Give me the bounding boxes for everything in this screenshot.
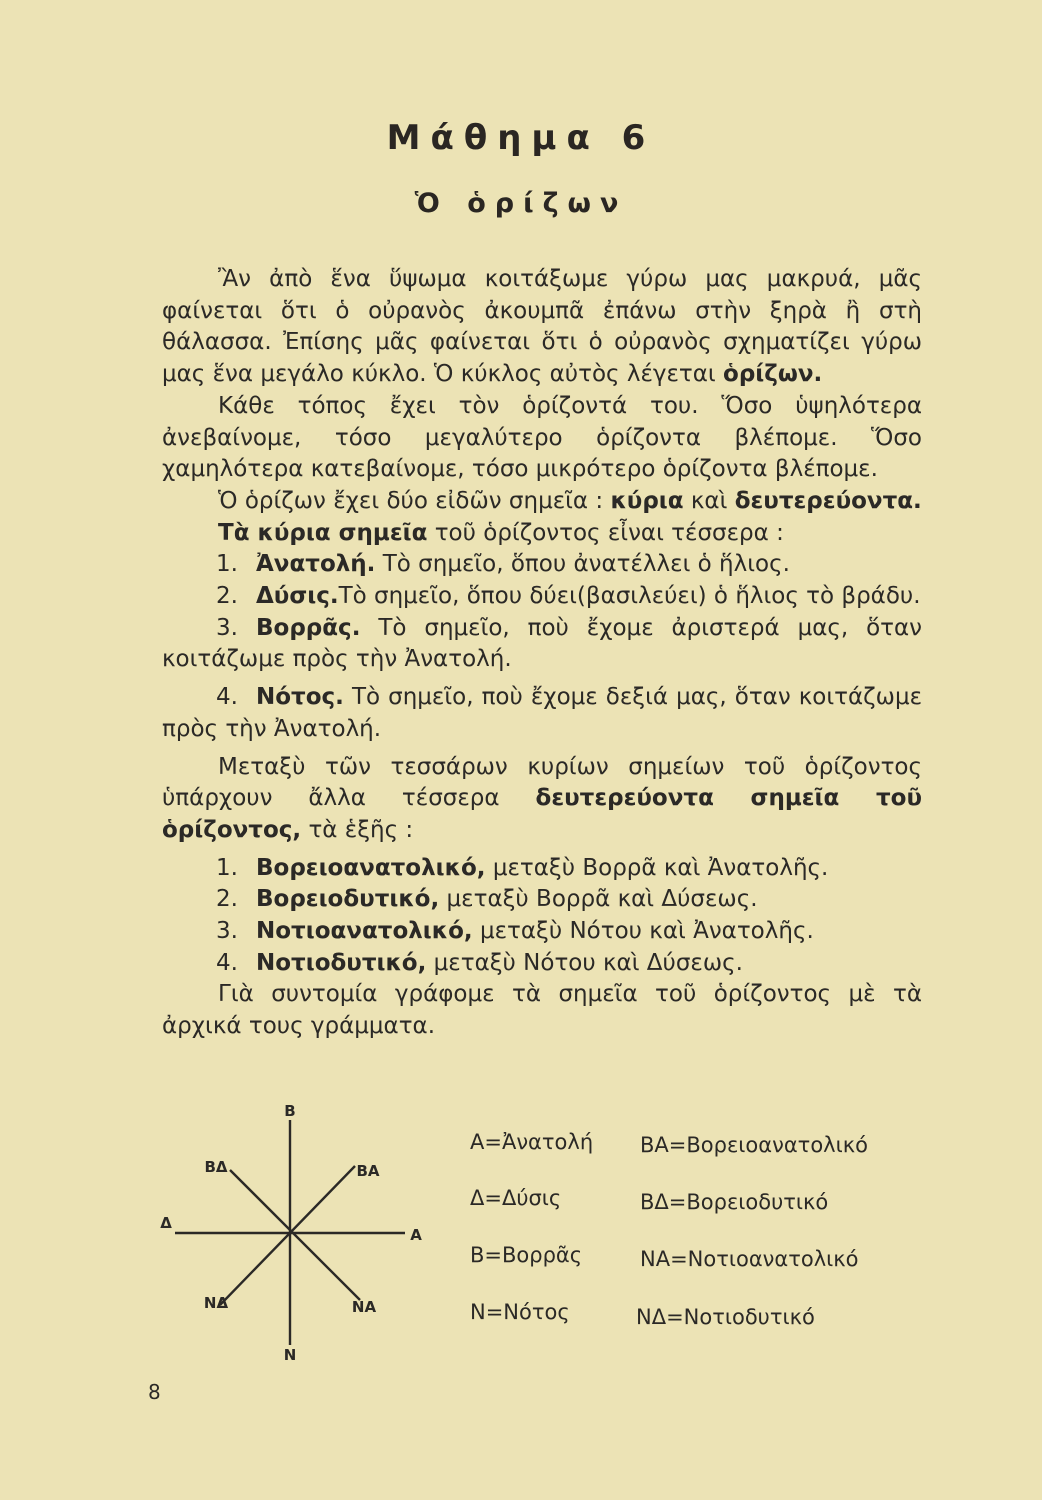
paragraph-horizon-size: Κάθε τόπος ἔχει τὸν ὁρίζοντά του. Ὅσο ὑψηλότερα ἀνεβαίνομε, τόσο μεγαλύτερο ὁρίζοντα βλέπομε. Ὅσο χαμηλότερα κατεβαίνομε, τόσο μικρότερο ὁρίζοντα βλέπομε. — [162, 392, 922, 483]
paragraph-intro — [162, 264, 922, 391]
list-item: 3. Νοτιοανατολικό, μεταξὺ Νότου καὶ Ἀνατολῆς. — [216, 918, 814, 945]
paragraph-main-points: Τὰ κύρια σημεῖα τοῦ ὁρίζοντος εἶναι τέσσερα : — [218, 519, 784, 546]
legend-south: Ν=Νότος — [470, 1300, 570, 1324]
compass-label-west: Δ — [160, 1214, 172, 1232]
compass-label-northeast: ΒΑ — [356, 1162, 380, 1180]
body-text — [162, 264, 922, 1043]
list-item: 1. Βορειοανατολικό, μεταξὺ Βορρᾶ καὶ Ἀνατολῆς. — [216, 854, 829, 881]
compass-label-northwest: ΒΔ — [204, 1158, 228, 1176]
compass-label-south: Ν — [283, 1346, 297, 1364]
page-number: 8 — [148, 1380, 161, 1404]
paragraph-secondary-points: Μεταξὺ τῶν τεσσάρων κυρίων σημείων τοῦ ὁρίζοντος ὑπάρχουν ἄλλα τέσσερα δευτερεύοντα σημεῖα τοῦ ὁρίζοντος, τὰ ἑξῆς : — [162, 753, 922, 843]
list-item: 1. Ἀνατολή. Τὸ σημεῖο, ὅπου ἀνατέλλει ὁ ἥλιος. — [216, 551, 790, 578]
compass-label-southeast: ΝΑ — [351, 1298, 377, 1316]
legend-northeast: ΒΑ=Βορειοανατολικό — [640, 1133, 868, 1157]
main-points-list — [162, 549, 922, 745]
legend-west: Δ=Δύσις — [470, 1186, 562, 1210]
lesson-title: Μάθημα 6 — [386, 118, 656, 158]
term-horizon: ὁρίζων. — [723, 361, 823, 388]
list-item: 4. Νότος. Τὸ σημεῖο, ποὺ ἔχομε δεξιά μας, ὅταν κοιτάζωμε πρὸς τὴν Ἀνατολή. — [162, 684, 923, 742]
list-item: 4. Νοτιοδυτικό, μεταξὺ Νότου καὶ Δύσεως. — [216, 949, 743, 976]
legend-east: Α=Ἀνατολή — [470, 1130, 594, 1154]
legend-northwest: ΒΔ=Βορειοδυτικό — [640, 1190, 829, 1214]
secondary-points-list — [162, 853, 922, 980]
compass-label-east: Α — [410, 1226, 422, 1244]
compass-label-north: Β — [284, 1102, 296, 1120]
term-secondary: δευτερεύοντα. — [734, 487, 922, 514]
intro-text: Ἂν ἀπὸ ἕνα ὕψωμα κοιτάξωμε γύρω μας μακρυά, μᾶς φαίνεται ὅτι ὁ οὐρανὸς ἀκουμπᾶ ἐπάνω στὴν ξηρὰ ἢ στὴ θάλασσα. Ἐπίσης μᾶς φαίνεται ὅτι ὁ οὐρανὸς σχηματίζει γύρω μας ἕνα μεγάλο κύκλο. Ὁ κύκλος αὐτὸς λέγεται — [162, 266, 922, 388]
ne-sw-line — [220, 1166, 355, 1305]
list-item: 2. Βορειοδυτικό, μεταξὺ Βορρᾶ καὶ Δύσεως. — [216, 886, 758, 913]
nw-se-line — [230, 1170, 360, 1300]
compass-label-southwest: ΝΔ — [203, 1294, 229, 1312]
legend-north: Β=Βορρᾶς — [470, 1243, 583, 1267]
compass-rose-diagram — [150, 1100, 440, 1370]
legend-southwest: ΝΔ=Νοτιοδυτικό — [636, 1305, 815, 1329]
paragraph-abbreviations: Γιὰ συντομία γράφομε τὰ σημεῖα τοῦ ὁρίζοντος μὲ τὰ ἀρχικά τους γράμματα. — [162, 981, 922, 1040]
term-main: κύρια — [610, 487, 684, 514]
paragraph-point-types: Ὁ ὁρίζων ἔχει δύο εἰδῶν σημεῖα : κύρια καὶ δευτερεύοντα. — [218, 487, 922, 514]
legend-southeast: ΝΑ=Νοτιοανατολικό — [640, 1247, 859, 1271]
list-item: 2. Δύσις.Τὸ σημεῖο, ὅπου δύει(βασιλεύει) ὁ ἥλιος τὸ βράδυ. — [216, 583, 921, 610]
lesson-subtitle: Ὁ ὁρίζων — [414, 188, 628, 219]
list-item: 3. Βορρᾶς. Τὸ σημεῖο, ποὺ ἔχομε ἀριστερά μας, ὅταν κοιτάζωμε πρὸς τὴν Ἀνατολή. — [162, 614, 923, 673]
